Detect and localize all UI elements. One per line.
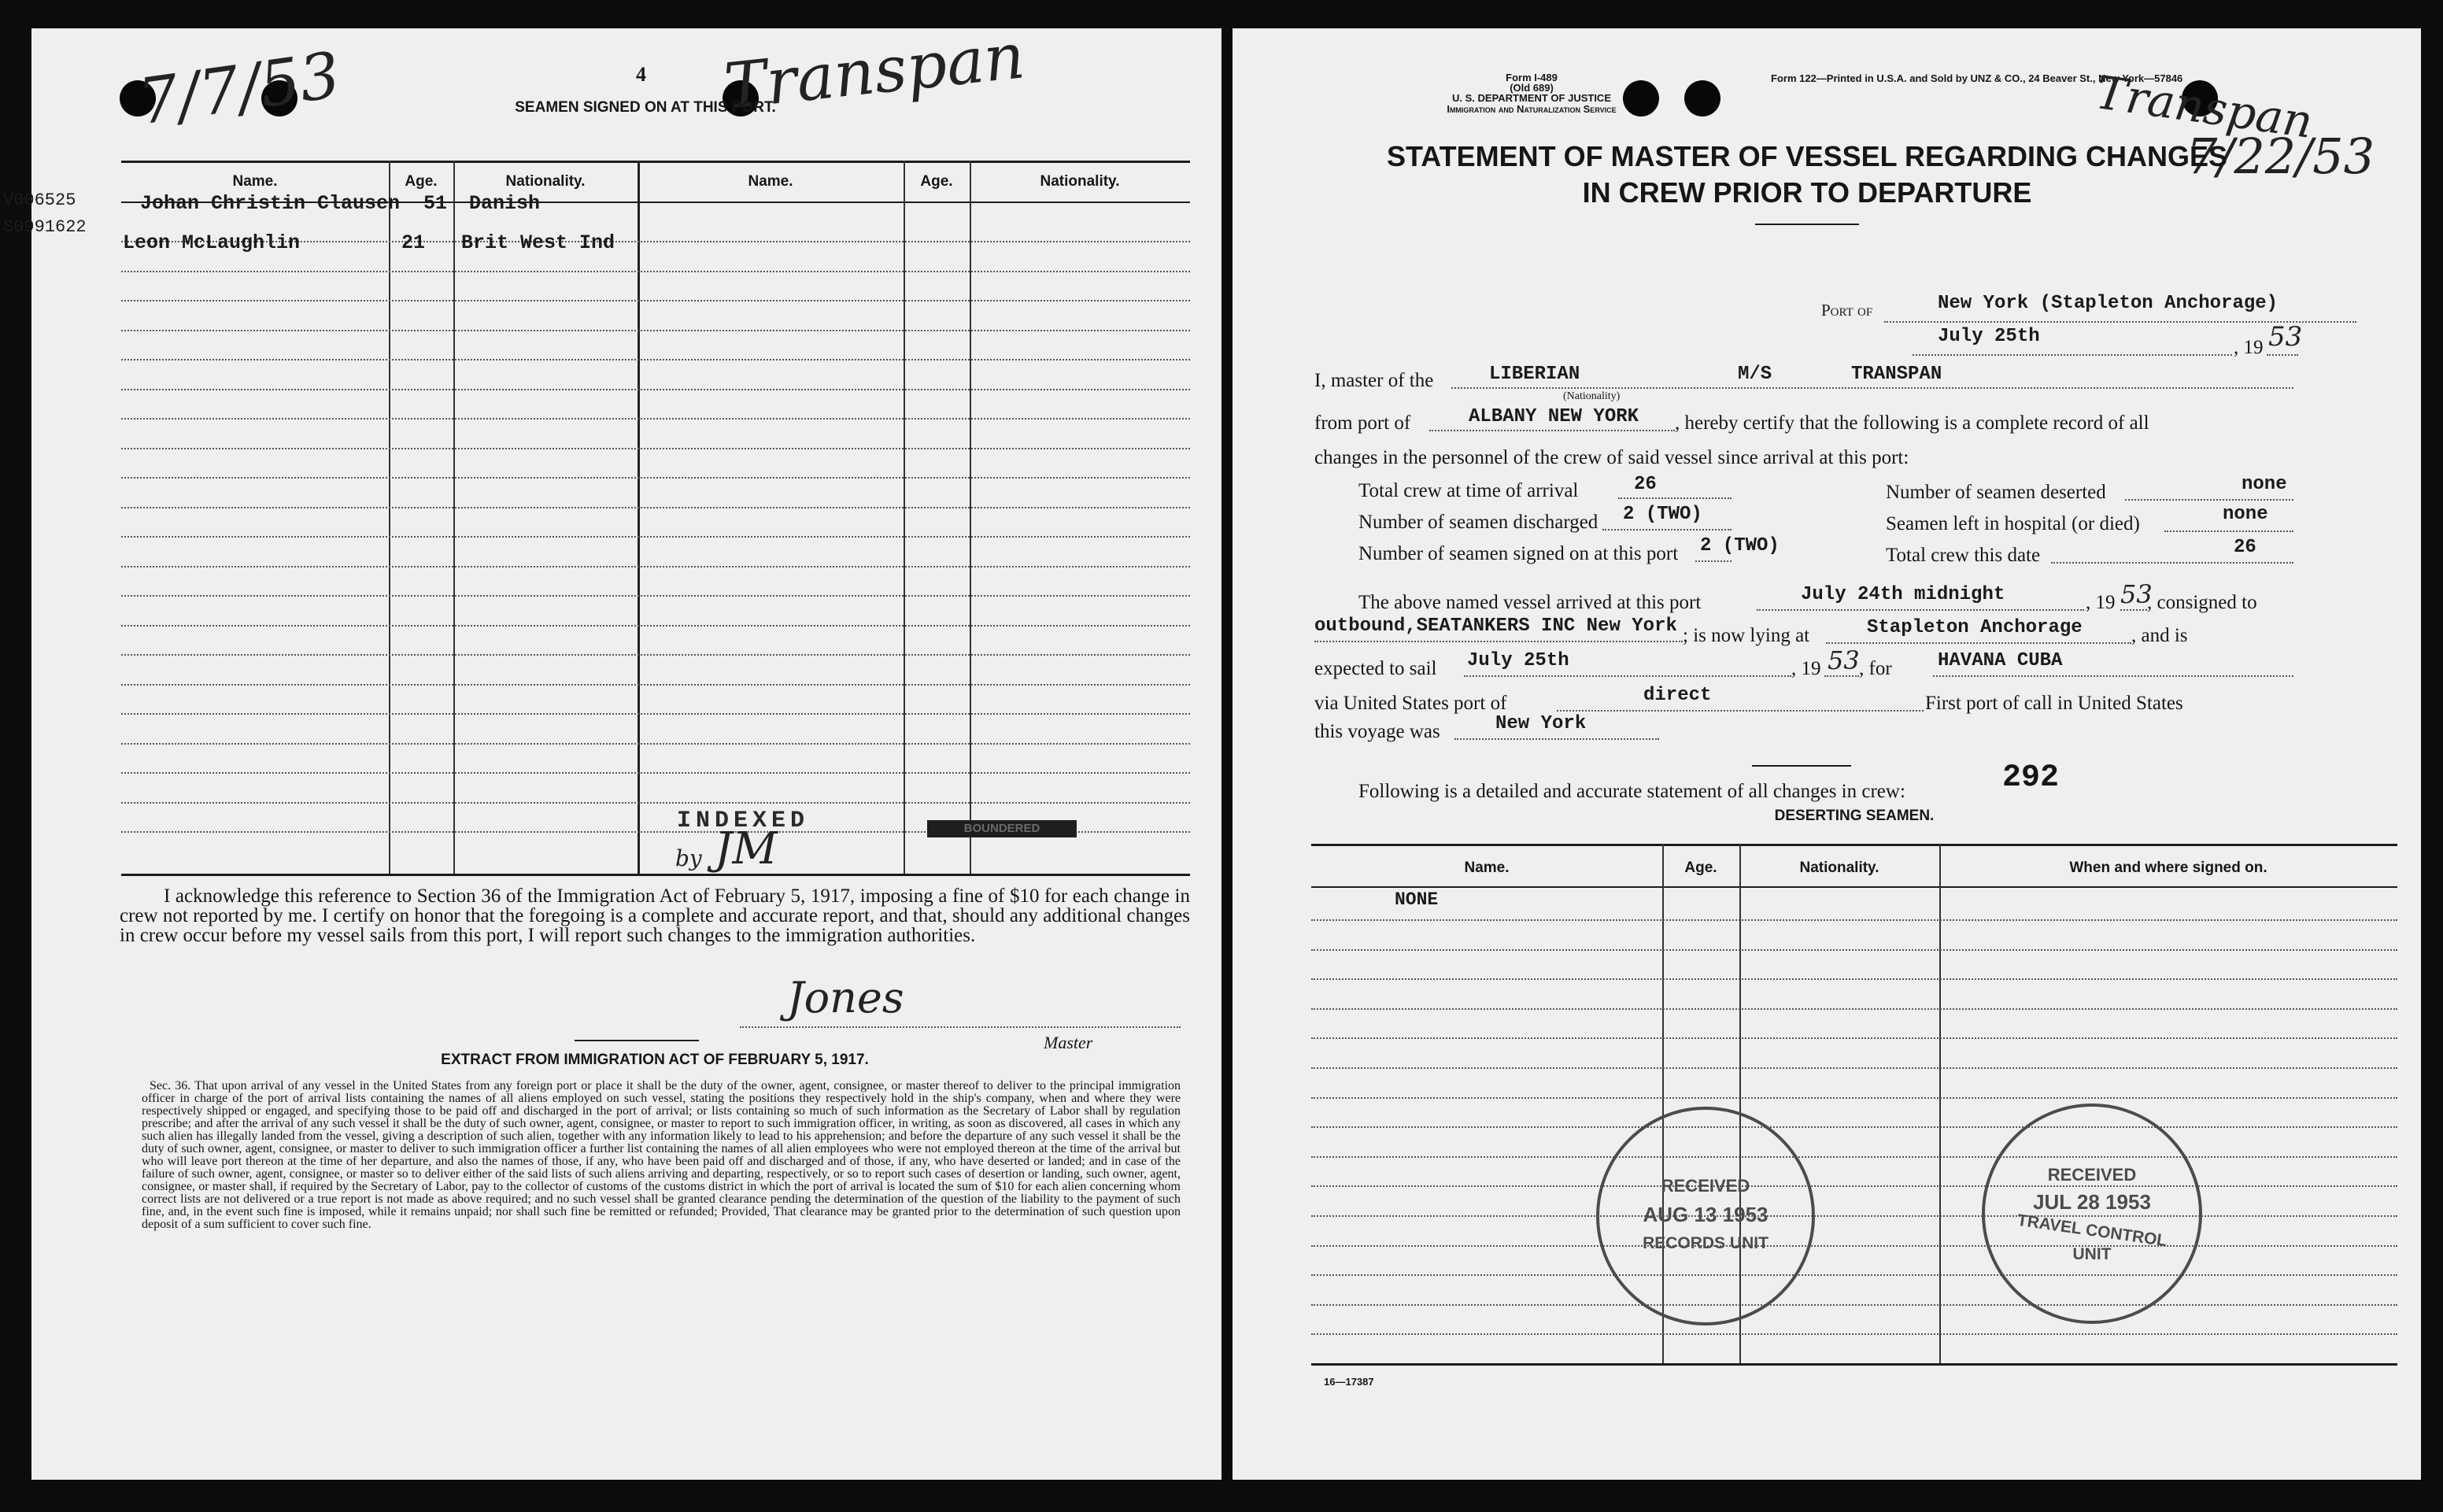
col-divider <box>1939 844 1941 1363</box>
voyage-value: New York <box>1495 713 1587 734</box>
page-number: 4 <box>636 63 646 86</box>
indexed-stamp: INDEXED <box>677 808 810 834</box>
total-crew-date-value: 26 <box>2234 537 2256 558</box>
via-line <box>1557 710 1924 712</box>
acknowledgment-text: I acknowledge this reference to Section 36 of the Immigration Act of February 5, 1917, imposing a fine of $10 for each change in crew not reported by me. I certify on honor that the foregoing is a complete and accurate report, and that, should any additional changes in crew occur before my vessel sails from this port, I will report such changes to the immigration authorities. <box>120 885 1190 946</box>
row-guide-line <box>121 271 1190 272</box>
service-name: Immigration and Naturalization Service <box>1447 103 1617 115</box>
deserter-name: NONE <box>1395 889 1439 910</box>
column-header: Age. <box>1684 860 1717 876</box>
form-number: Form I-489 <box>1506 72 1558 83</box>
count-line <box>1695 560 1732 562</box>
section-title: SEAMEN SIGNED ON AT THIS PORT. <box>515 99 776 116</box>
via-value: direct <box>1643 685 1712 706</box>
year-line <box>2267 354 2298 356</box>
handwritten-vessel-name: Transpan <box>2092 65 2316 149</box>
master-label: Master <box>1044 1033 1093 1052</box>
signature-line <box>740 1026 1181 1028</box>
stamp-number: 292 <box>2002 760 2060 796</box>
hospital-label: Seamen left in hospital (or died) <box>1886 513 2140 534</box>
row-guide-line <box>121 359 1190 360</box>
column-header: Name. <box>1464 860 1510 876</box>
destination-line <box>1933 675 2293 677</box>
table-header-rule <box>1311 886 2397 888</box>
right-page <box>1233 28 2421 1480</box>
first-port-label: First port of call in United States <box>1925 693 2183 714</box>
date-value: July 25th <box>1938 326 2040 347</box>
department-name: U. S. DEPARTMENT OF JUSTICE <box>1452 92 1611 104</box>
row-guide-line <box>1311 1304 2397 1306</box>
deserted-value: none <box>2242 474 2287 495</box>
form-title-line: STATEMENT OF MASTER OF VESSEL REGARDING CHANGES <box>1386 140 2228 172</box>
received-stamp-records-unit <box>1596 1107 1815 1325</box>
row-guide-line <box>121 389 1190 390</box>
row-guide-line <box>1311 1008 2397 1010</box>
row-guide-line <box>121 802 1190 804</box>
nationality-value: LIBERIAN <box>1489 364 1580 385</box>
col-divider <box>638 161 640 874</box>
row-guide-line <box>121 625 1190 627</box>
row-guide-line <box>121 713 1190 715</box>
handwritten-vessel-name: Transpan <box>721 19 1029 124</box>
boundered-stamp: BOUNDERED <box>927 820 1077 837</box>
arrived-year-prefix: , 19 <box>2086 592 2116 613</box>
from-port-label: from port of <box>1314 412 1411 434</box>
crew-name: Leon McLaughlin <box>123 231 301 254</box>
certify-text: , hereby certify that the following is a complete record of all <box>1675 412 2149 434</box>
year-value: 53 <box>2268 321 2303 353</box>
column-header: Name. <box>748 173 793 190</box>
lying-line <box>1826 642 2131 644</box>
row-guide-line <box>121 566 1190 567</box>
footer-code: 16—17387 <box>1324 1376 1374 1388</box>
signed-on-value: 2 (TWO) <box>1700 535 1780 556</box>
total-crew-date-label: Total crew this date <box>1886 545 2041 566</box>
year-prefix: , 19 <box>2234 337 2264 358</box>
arrived-year-value: 53 <box>2120 579 2153 609</box>
crew-nationality: Brit West Ind <box>461 231 615 254</box>
table-top-rule <box>1311 844 2397 846</box>
divider <box>1755 224 1859 225</box>
column-header: Nationality. <box>1799 860 1879 876</box>
column-header: Nationality. <box>1040 173 1120 190</box>
column-header: Name. <box>232 173 278 190</box>
column-header: Age. <box>405 173 438 190</box>
row-guide-line <box>121 330 1190 331</box>
row-guide-line <box>121 743 1190 745</box>
row-guide-line <box>1311 1245 2397 1247</box>
row-guide-line <box>121 654 1190 656</box>
stamp-text: TRAVEL CONTROL <box>2016 1211 2168 1251</box>
expected-year-prefix: , 19 <box>1791 658 1821 679</box>
margin-code: S0991622 <box>3 217 87 237</box>
via-label: via United States port of <box>1314 693 1507 714</box>
voyage-line <box>1454 738 1659 740</box>
form-old-number: (Old 689) <box>1510 82 1554 94</box>
discharged-label: Number of seamen discharged <box>1358 512 1598 533</box>
count-line <box>1618 497 1732 499</box>
row-guide-line <box>1311 1215 2397 1217</box>
column-header: Nationality. <box>505 173 586 190</box>
row-guide-line <box>1311 1156 2397 1158</box>
indexed-by-label: by <box>675 845 702 871</box>
col-divider <box>904 161 905 874</box>
form-title-line: IN CREW PRIOR TO DEPARTURE <box>1582 176 2032 209</box>
form-title <box>1327 139 2287 211</box>
row-guide-line <box>121 477 1190 479</box>
signed-on-label: Number of seamen signed on at this port <box>1358 543 1679 564</box>
form-header-block <box>1445 72 1618 93</box>
discharged-value: 2 (TWO) <box>1623 504 1702 525</box>
row-guide-line <box>1311 919 2397 921</box>
row-guide-line <box>121 772 1190 774</box>
row-guide-line <box>121 536 1190 538</box>
arrived-value: July 24th midnight <box>1801 584 2005 605</box>
stamp-date: JUL 28 1953 <box>2033 1190 2151 1214</box>
row-guide-line <box>121 300 1190 301</box>
arrived-label: The above named vessel arrived at this port <box>1358 592 1702 613</box>
row-guide-line <box>121 595 1190 597</box>
consigned-label: , consigned to <box>2147 592 2257 613</box>
consignee-line <box>1314 641 1683 642</box>
deserted-label: Number of seamen deserted <box>1886 482 2106 503</box>
row-guide-line <box>121 448 1190 449</box>
expected-year-value: 53 <box>1828 645 1860 675</box>
stamp-text: RECEIVED <box>2047 1165 2137 1185</box>
lying-value: Stapleton Anchorage <box>1867 617 2083 638</box>
handwritten-date: 7/22/53 <box>2186 128 2375 185</box>
divider <box>575 1040 699 1041</box>
total-crew-arrival-value: 26 <box>1634 474 1657 495</box>
year-line <box>1824 675 1859 677</box>
extract-text: Sec. 36. That upon arrival of any vessel in the United States from any foreign port or place it shall be the duty of the owner, agent, consignee, or master thereof to deliver to the principal immigration officer in charge of the port of arrival lists containing the names of all aliens employed on such vessel, stating the positions they respectively hold in the ship's company, when and where they were respectively shipped or engaged, and specifying those to be paid off and discharged in the port of arrival; or lists containing so much of such information as the Secretary of Labor shall by regulation prescribe; and after the arrival of any such vessel it shall be the duty of such owner, agent, consignee, or master to report to such immigration officer, in writing, as soon as discovered, all cases in which any such alien has illegally landed from the vessel, giving a description of such alien, together with any information likely to lead to his apprehension; and before the departure of any such vessel it shall be the duty of such owner, agent, consignee, or master to deliver to such immigration officer a further list containing the names of all alien employees who were not employed thereon at the time of the arrival but who will leave port thereon at the time of her departure, and also the names of those, if any, who have been paid off and discharged and of those, if any, who have deserted or landed; and in case of the failure of such owner, agent, consignee, or master so to deliver either of the said lists of such aliens arriving and departing, respectively, or so to report such cases of desertion or landing, such owner, agent, consignee, or master shall, if required by the Secretary of Labor, pay to the collector of customs of the customs district in which the port of arrival is located the sum of $10 for each alien concerning whom correct lists are not delivered or a true report is not made as above required; and no such vessel shall be granted clearance pending the determination of the question of the liability to the payment of such fine, and, in the event such fine is imposed, while it remains unpaid; nor shall such fine be remitted or refunded; Provided, That clearance may be granted prior to the determination of such question upon deposit of a sum sufficient to cover such fine. <box>142 1079 1181 1231</box>
stamp-text: RECORDS UNIT <box>1643 1234 1768 1252</box>
row-guide-line <box>1311 1037 2397 1039</box>
arrived-line <box>1757 609 2084 611</box>
deserting-title: DESERTING SEAMEN. <box>1774 808 1935 824</box>
year-line <box>2120 609 2147 611</box>
row-guide-line <box>1311 1333 2397 1335</box>
master-signature: Jones <box>787 973 904 1022</box>
following-label: Following is a detailed and accurate statement of all changes in crew: <box>1358 781 1905 802</box>
and-is-label: , and is <box>2131 625 2188 646</box>
stamp-text: UNIT <box>2072 1245 2112 1263</box>
crew-nationality: Danish <box>469 192 541 215</box>
crew-name: Johan Christin Clausen <box>140 192 401 215</box>
margin-code: V006525 <box>3 190 76 210</box>
table-bottom-rule <box>1311 1363 2397 1366</box>
voyage-label: this voyage was <box>1314 721 1440 742</box>
col-divider <box>453 161 455 874</box>
total-crew-arrival-label: Total crew at time of arrival <box>1358 480 1579 501</box>
row-guide-line <box>1311 1126 2397 1128</box>
divider <box>1752 765 1851 767</box>
vessel-type: M/S <box>1738 364 1772 385</box>
row-guide-line <box>1311 1067 2397 1069</box>
stamp-text: RECEIVED <box>1661 1176 1750 1196</box>
count-line <box>1602 529 1732 530</box>
row-guide-line <box>121 507 1190 508</box>
indexer-initials-signature: JM <box>715 823 778 874</box>
row-guide-line <box>1311 978 2397 980</box>
for-label: , for <box>1859 658 1892 679</box>
crew-age: 51 <box>423 192 447 215</box>
row-guide-line <box>121 684 1190 686</box>
received-stamp-travel-control <box>1982 1104 2202 1324</box>
vessel-name: TRANSPAN <box>1851 364 1942 385</box>
row-guide-line <box>1311 949 2397 951</box>
lying-label: ; is now lying at <box>1683 625 1810 646</box>
agency-block <box>1358 93 1705 115</box>
stamp-date: AUG 13 1953 <box>1643 1203 1768 1226</box>
expected-value: July 25th <box>1467 650 1569 671</box>
row-guide-line <box>1311 1274 2397 1276</box>
handwritten-date: 7/7/53 <box>133 38 345 139</box>
row-guide-line <box>121 418 1190 420</box>
port-value: New York (Stapleton Anchorage) <box>1938 293 2279 314</box>
expected-label: expected to sail <box>1314 658 1437 679</box>
printer-note: Form 122—Printed in U.S.A. and Sold by UNZ & CO., 24 Beaver St., New York—57846 <box>1771 72 2183 84</box>
from-port-value: ALBANY NEW YORK <box>1469 406 1639 427</box>
count-line <box>2125 499 2293 501</box>
extract-title: EXTRACT FROM IMMIGRATION ACT OF FEBRUARY 5, 1917. <box>441 1052 869 1068</box>
col-divider <box>970 161 971 874</box>
col-divider <box>389 161 390 874</box>
consignee-value: outbound,SEATANKERS INC New York <box>1314 616 1677 637</box>
date-line <box>1913 354 2232 356</box>
row-guide-line <box>1311 1185 2397 1187</box>
left-page <box>3 19 1222 1480</box>
from-port-line <box>1429 430 1675 431</box>
changes-text: changes in the personnel of the crew of said vessel since arrival at this port: <box>1314 447 1909 468</box>
destination-value: HAVANA CUBA <box>1938 650 2063 671</box>
row-guide-line <box>1311 1097 2397 1099</box>
crew-age: 21 <box>401 231 426 254</box>
count-line <box>2164 530 2293 532</box>
column-header: When and where signed on. <box>2069 860 2267 876</box>
hospital-value: none <box>2223 504 2268 525</box>
expected-line <box>1464 675 1791 677</box>
table-bottom-rule <box>121 874 1190 876</box>
master-of-label: I, master of the <box>1314 370 1434 391</box>
port-label: Port of <box>1821 301 1873 320</box>
nationality-caption: (Nationality) <box>1563 390 1621 402</box>
vessel-line <box>1451 387 2293 389</box>
column-header: Age. <box>920 173 953 190</box>
table-top-rule <box>121 161 1190 163</box>
count-line <box>2051 562 2293 564</box>
